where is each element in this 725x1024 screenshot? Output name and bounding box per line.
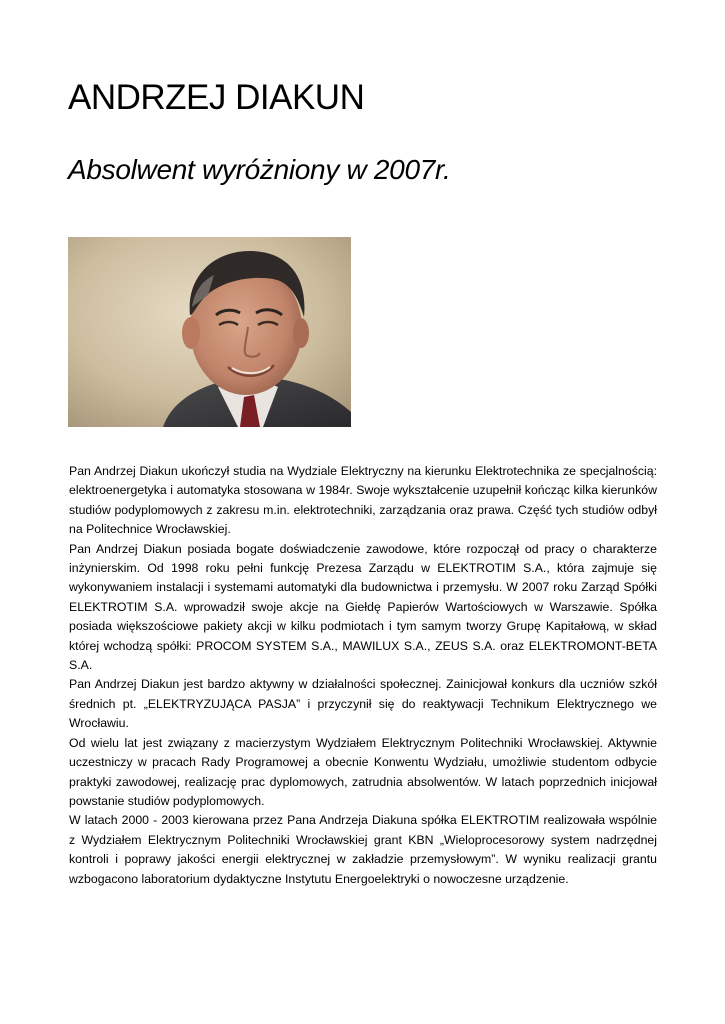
biography-text [69, 462, 657, 889]
biography-paragraph-career: Pan Andrzej Diakun posiada bogate doświadczenie zawodowe, które rozpoczął od pracy o charakterze inżynierskim. Od 1998 roku pełni funkcję Prezesa Zarządu w ELEKTROTIM S.A., która zajmuje się wykonywaniem instalacji i systemami automatyki dla budownictwa i przemysłu. W 2007 roku Zarząd Spółki ELEKTROTIM S.A. wprowadził swoje akcje na Giełdę Papierów Wartościowych w Warszawie. Spółka posiada większościowe pakiety akcji w kilku podmiotach i tym samym tworzy Grupę Kapitałową, w skład której wchodzą spółki: PROCOM SYSTEM S.A., MAWILUX S.A., ZEUS S.A. oraz ELEKTROMONT-BETA S.A. [69, 541, 657, 673]
portrait-photo [68, 237, 351, 427]
biography-paragraph-education: Pan Andrzej Diakun ukończył studia na Wydziale Elektryczny na kierunku Elektrotechnika ze specjalnością: elektroenergetyka i automatyka stosowana w 1984r. Swoje wykształcenie uzupełnił kończąc kilka kierunków studiów podyplomowych z zakresu m.in. elektrotechniki, zarządzania oraz prawa. Część tych studiów odbył na Politechnice Wrocławskiej. [69, 464, 657, 537]
biography-paragraph-social: Pan Andrzej Diakun jest bardzo aktywny w działalności społecznej. Zainicjował konkurs dla uczniów szkół średnich pt. „ELEKTRYZUJĄCA PASJA” i przyczynił się do reaktywacji Technikum Elektrycznego we Wrocławiu. [69, 677, 657, 731]
page-title: ANDRZEJ DIAKUN [68, 78, 365, 117]
biography-paragraph-faculty: Od wielu lat jest związany z macierzystym Wydziałem Elektrycznym Politechniki Wrocławskiej. Aktywnie uczestniczy w pracach Rady Programowej a obecnie Konwentu Wydziału, umożliwie studentom odbycie praktyki zawodowej, realizację prac dyplomowych, zatrudnia absolwentów. W latach poprzednich inicjował powstanie studiów podyplomowych. [69, 735, 657, 808]
portrait-photo-icon [68, 237, 351, 427]
page-subtitle: Absolwent wyróżniony w 2007r. [68, 154, 451, 185]
biography-paragraph-grant: W latach 2000 - 2003 kierowana przez Pana Andrzeja Diakuna spółka ELEKTROTIM realizowała wspólnie z Wydziałem Elektrycznym Politechniki Wrocławskiej grant KBN „Wieloprocesorowy system nadrzędnej kontroli i poprawy jakości energii elektrycznej w zakładzie przemysłowym”. W wyniku realizacji grantu wzbogacono laboratorium dydaktyczne Instytutu Energoelektryki o nowoczesne urządzenie. [69, 813, 657, 886]
